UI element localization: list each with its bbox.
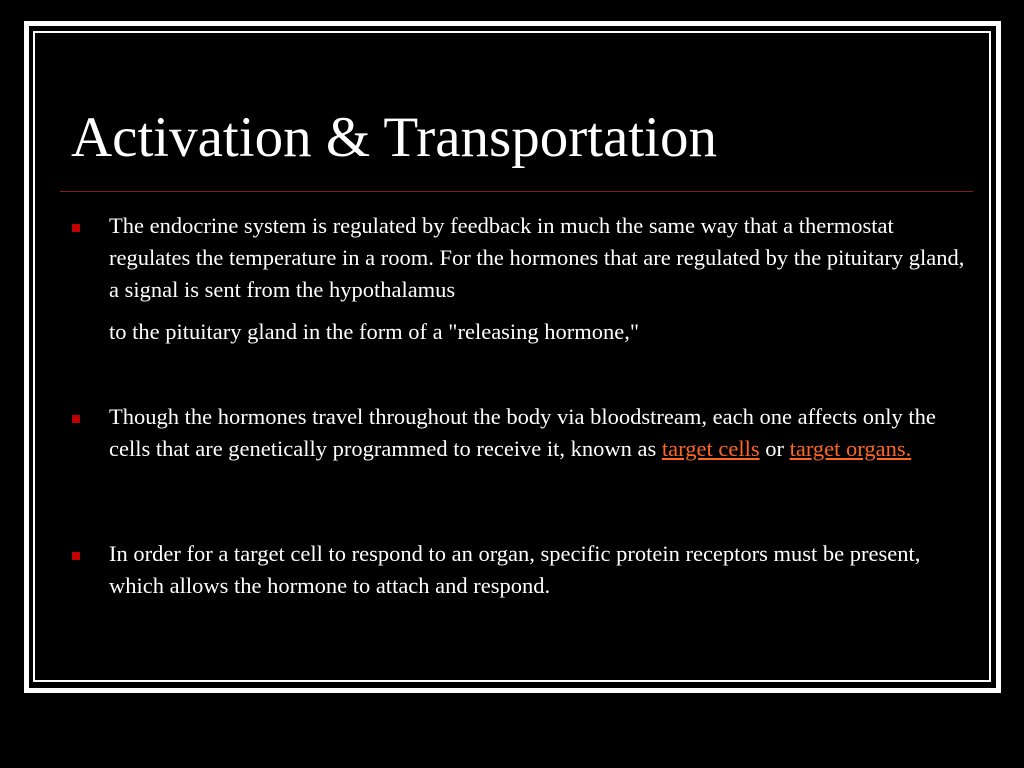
paragraph-gap	[109, 306, 969, 316]
slide-title: Activation & Transportation	[71, 106, 717, 169]
bullet-text-part: or	[759, 436, 790, 461]
target-cells-link[interactable]: target cells	[661, 436, 760, 461]
square-bullet-icon	[72, 224, 80, 232]
bullet-text	[109, 210, 969, 348]
bullet-text	[109, 538, 969, 602]
bullet-text-part: Though the hormones travel throughout the body via bloodstream, each one affects only the cells that are genetically programmed to receive it, known as	[109, 404, 936, 461]
bullet-text-part: The endocrine system is regulated by feedback in much the same way that a thermostat regulates the temperature in a room. For the hormones that are regulated by the pituitary gland, a signal is sent from the hypothalamus	[109, 213, 965, 302]
title-divider	[60, 191, 973, 192]
square-bullet-icon	[72, 552, 80, 560]
bullet-text	[109, 401, 969, 465]
target-organs-link[interactable]: target organs.	[789, 436, 912, 461]
bullet-text-part: to the pituitary gland in the form of a "releasing hormone,"	[109, 319, 640, 344]
bullet-text-part: In order for a target cell to respond to an organ, specific protein receptors must be present, which allows the hormone to attach and respond.	[109, 541, 921, 598]
square-bullet-icon	[72, 415, 80, 423]
